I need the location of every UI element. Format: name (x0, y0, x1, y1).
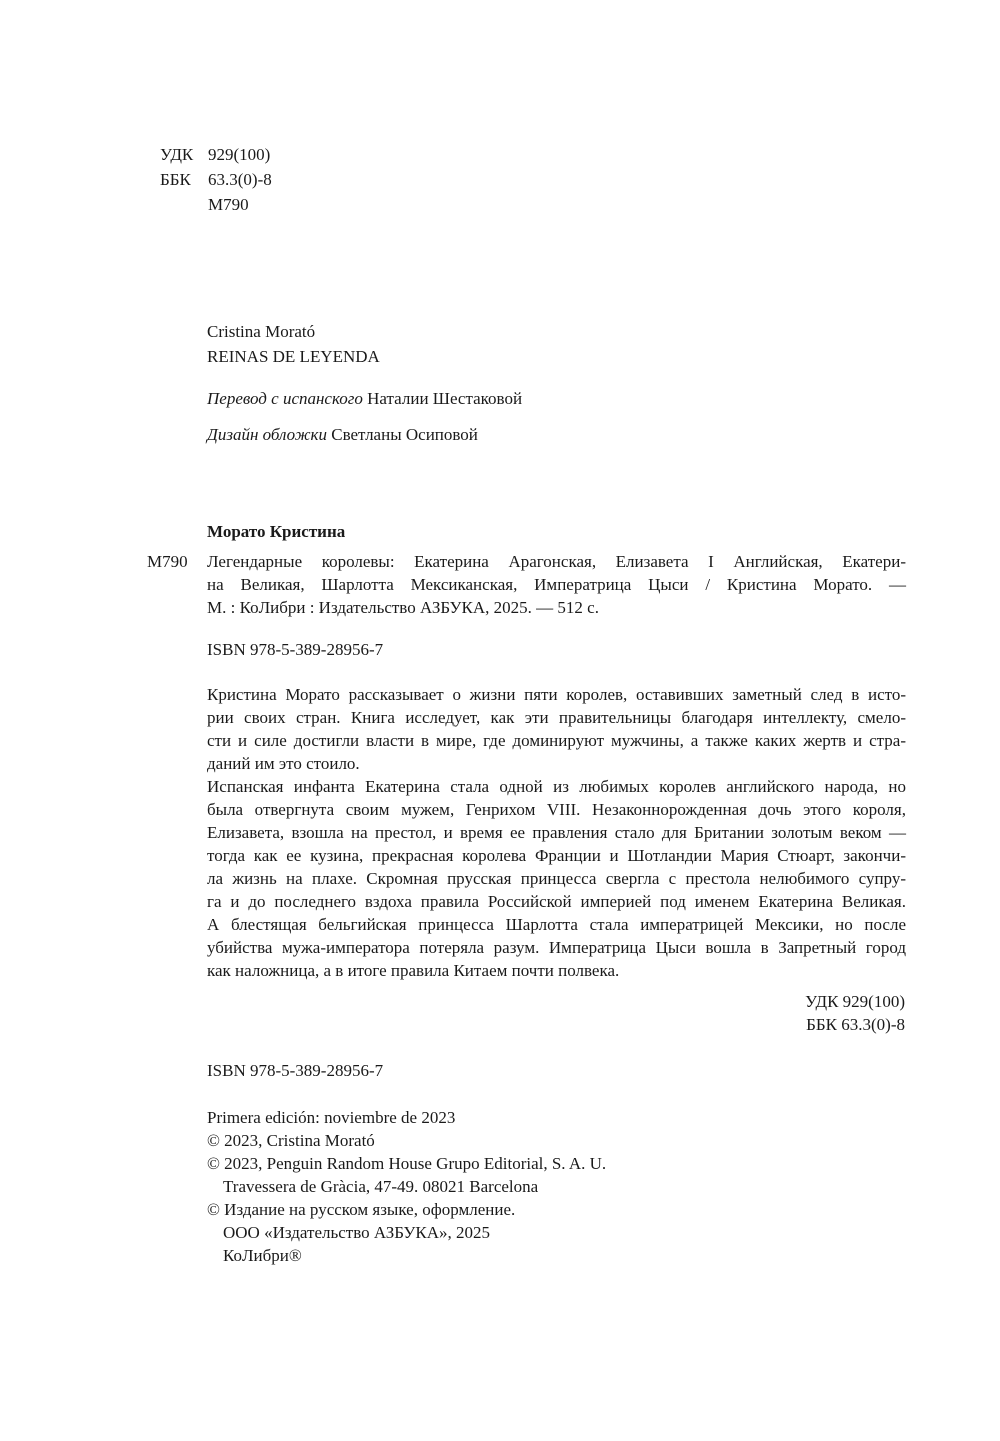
annotation-line: А блестящая бельгийская принцесса Шарлотта стала императрицей Мексики, но после (207, 915, 906, 934)
catalog-entry (207, 550, 906, 619)
catalog-isbn: ISBN 978-5-389-28956-7 (207, 640, 384, 659)
bbk-label: ББК (160, 170, 191, 189)
udk-value: 929(100) (208, 145, 271, 164)
copyright-publisher: © 2023, Penguin Random House Grupo Editorial, S. A. U. (207, 1154, 607, 1173)
classification-block (160, 143, 272, 216)
annotation-line: Елизавета, взошла на престол, и время ее правления стало для Британии золотым веком — (207, 823, 906, 842)
catalog-mark: М790 (147, 552, 188, 571)
udk-label: УДК (160, 145, 194, 164)
annotation-line: ла жизнь на плахе. Скромная прусская принцесса свергла с престола нелюбимого супру- (207, 869, 906, 888)
annotation-line: Кристина Морато рассказывает о жизни пяти королев, оставивших заметный след в исто- (207, 685, 906, 704)
translation-label: Перевод с испанского (207, 389, 363, 408)
copyright-block (207, 1106, 606, 1267)
publisher-address: Travessera de Gràcia, 47-49. 08021 Barcelona (223, 1177, 539, 1196)
author-mark-row (160, 193, 272, 216)
catalog-entry-line: на Великая, Шарлотта Мексиканская, Императрица Цыси / Кристина Морато. — (207, 575, 906, 594)
annotation-bbk: ББК 63.3(0)-8 (806, 1015, 905, 1034)
annotation-classification (805, 990, 905, 1036)
original-author: Cristina Morató (207, 322, 316, 341)
cover-credit (207, 423, 478, 446)
annotation-line: Испанская инфанта Екатерина стала одной из любимых королев английского народа, но (207, 777, 906, 796)
copyright-author: © 2023, Cristina Morató (207, 1131, 375, 1150)
translation-credit (207, 387, 522, 410)
original-title-block (207, 320, 380, 368)
annotation-line: даний им это стоило. (207, 754, 360, 773)
original-title: REINAS DE LEYENDA (207, 347, 380, 366)
russian-publisher: ООО «Издательство АЗБУКА», 2025 (223, 1223, 491, 1242)
bbk-row (160, 168, 272, 191)
annotation-line: была отвергнута своим мужем, Генрихом VIII. Незаконнорожденная дочь этого короля, (207, 800, 906, 819)
translator-name: Наталии Шестаковой (367, 389, 523, 408)
udk-row (160, 143, 272, 166)
cover-label: Дизайн обложки (207, 425, 327, 444)
imprint: КоЛибри® (223, 1246, 302, 1265)
isbn: ISBN 978-5-389-28956-7 (207, 1061, 384, 1080)
annotation-line: тогда как ее кузина, прекрасная королева Франции и Шотландии Мария Стюарт, закончи- (207, 846, 906, 865)
catalog-author-heading: Морато Кристина (207, 522, 346, 541)
annotation-line: сти и силе достигли власти в мире, где доминируют мужчины, а также каких жертв и стра- (207, 731, 906, 750)
annotation-line: га и до последнего вздоха правила Российской империей под именем Екатерина Великая. (207, 892, 906, 911)
cover-designer-name: Светланы Осиповой (331, 425, 478, 444)
catalog-entry-line: Легендарные королевы: Екатерина Арагонская, Елизавета I Английская, Екатери- (207, 552, 906, 571)
annotation (207, 683, 906, 982)
annotation-udk: УДК 929(100) (805, 992, 905, 1011)
annotation-line: как наложница, а в итоге правила Китаем почти полвека. (207, 961, 620, 980)
catalog-entry-line: М. : КоЛибри : Издательство АЗБУКА, 2025. — 512 с. (207, 598, 599, 617)
edition-line: Primera edición: noviembre de 2023 (207, 1108, 456, 1127)
annotation-line: убийства мужа-императора потеряла разум. Императрица Цыси вошла в Запретный город (207, 938, 906, 957)
copyright-russian-edition: © Издание на русском языке, оформление. (207, 1200, 516, 1219)
bbk-value: 63.3(0)-8 (208, 170, 272, 189)
author-mark: М790 (208, 195, 249, 214)
annotation-line: рии своих стран. Книга исследует, как эти правительницы благодаря интеллекту, смело- (207, 708, 906, 727)
